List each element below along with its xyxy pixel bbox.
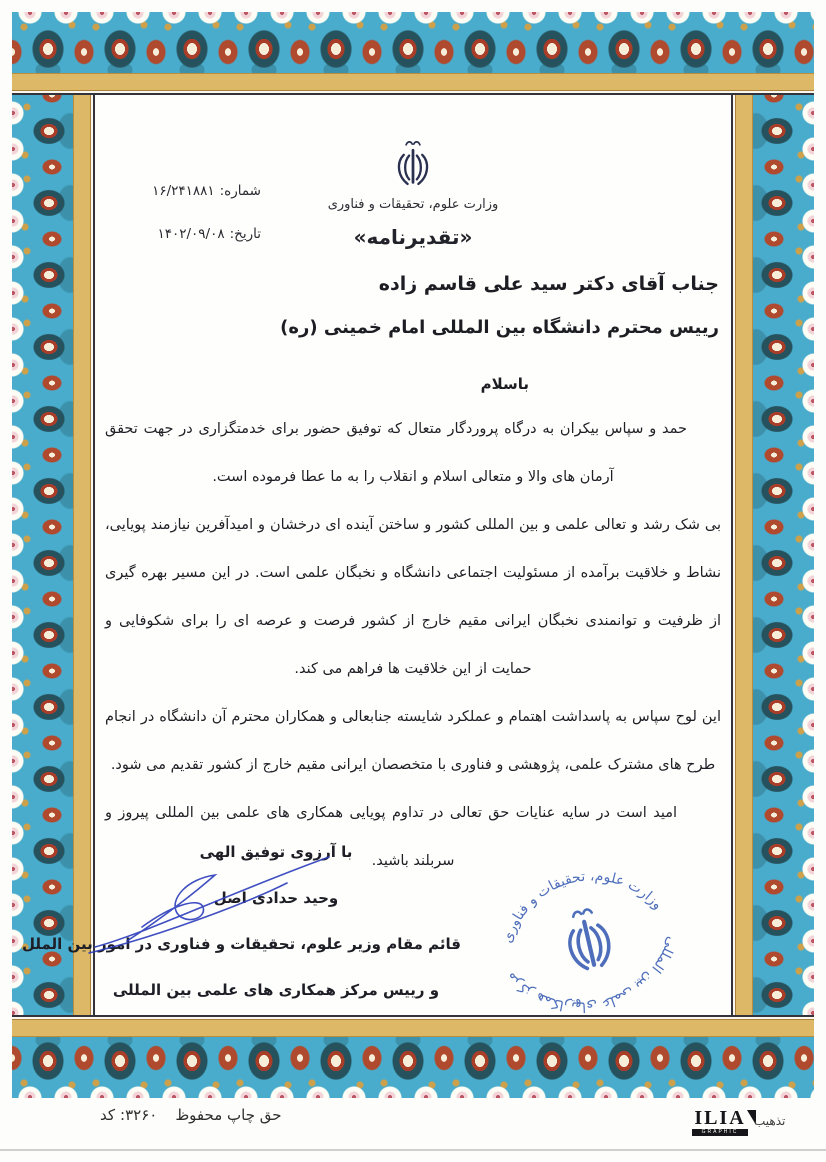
recipient-title: رییس محترم دانشگاه بین المللی امام خمینی (ره) — [280, 317, 719, 338]
date-value: ۱۴۰۲/۰۹/۰۸ — [157, 226, 225, 242]
date-label: تاریخ: — [229, 226, 261, 242]
floral-band — [12, 1037, 814, 1098]
number-label: شماره: — [219, 183, 261, 199]
letter-number-row — [111, 183, 261, 199]
stamp-bottom-text: مرکز همکاریهای علمی بین المللی — [502, 934, 680, 1015]
document-title: «تقدیرنامه» — [353, 225, 473, 249]
gold-band — [731, 95, 753, 1015]
frame-border-left — [12, 95, 95, 1015]
salutation: باسلام — [480, 375, 529, 393]
code-colon: : — [120, 1106, 126, 1124]
code-value: ۳۲۶۰ — [125, 1106, 158, 1124]
paragraph-4: امید است در سایه عنایات حق تعالی در تداوم پویایی همکاری های علمی بین المللی پیروز و سربلند باشید. — [105, 805, 677, 869]
paragraph-3: این لوح سپاس به پاسداشت اهتمام و عملکرد شایسته جنابعالی و همکاران محترم آن دانشگاه در انجام طرح های مشترک علمی، پژوهشی و فناوری با متخصصان ایرانی مقیم خارج از کشور تقدیم می شود. — [105, 709, 721, 773]
gold-band — [12, 73, 814, 95]
iran-emblem-icon — [390, 139, 436, 189]
tazhib-label: تذهیب — [754, 1114, 786, 1128]
svg-text:مرکز همکاریهای علمی بین المللی — [501, 931, 692, 1032]
signatory-name: وحید حدادی اصل — [213, 889, 339, 907]
floral-band — [12, 95, 73, 1015]
frame-border-top — [12, 12, 814, 95]
letter-paragraphs — [105, 405, 721, 885]
print-code — [100, 1106, 282, 1124]
signatory-title-2: و رییس مرکز همکاری های علمی بین المللی — [112, 981, 440, 999]
ilia-logo-subtext: GRAPHIC — [692, 1129, 748, 1136]
signature-closing: با آرزوی توفیق الهی — [199, 843, 353, 861]
frame-border-bottom — [12, 1015, 814, 1098]
recipient-name: جناب آقای دکتر سید علی قاسم زاده — [378, 273, 719, 295]
printer-logo — [692, 1108, 748, 1136]
stamp-emblem-icon — [563, 906, 613, 971]
paragraph-1: حمد و سپاس بیکران به درگاه پروردگار متعال که توفیق حضور برای خدمتگزاری در جهت تحقق آرمان های والا و متعالی اسلام و انقلاب را به ما عطا فرموده است. — [105, 421, 687, 485]
code-label: کد — [100, 1106, 116, 1124]
copyright-notice: حق چاپ محفوظ — [175, 1106, 282, 1124]
gold-band — [12, 1015, 814, 1037]
ministry-name: وزارت علوم، تحقیقات و فناوری — [327, 197, 499, 212]
stamp-top-text: وزارت علوم، تحقیقات و فناوری — [499, 868, 666, 945]
letter-date-row — [111, 226, 261, 242]
recipient-block — [107, 273, 719, 338]
floral-band — [753, 95, 814, 1015]
scan-edge-line — [0, 1149, 826, 1151]
letter-body — [21, 97, 729, 1015]
handwritten-signature — [87, 845, 337, 959]
ilia-logo-text: ILIA — [692, 1108, 748, 1128]
paragraph-2: بی شک رشد و تعالی علمی و بین المللی کشور و ساختن آینده ای درخشان و امیدآفرین نیازمند پویایی، نشاط و خلاقیت برآمده از مسئولیت اجتماعی دانشگاه و نخبگان علمی است. در این مسیر بهره گیری از ظرفیت و توانمندی نخبگان ایرانی مقیم خارج از کشور فرصت و عرصه ای را برای شکوفایی و حمایت از این خلاقیت ها فراهم می کند. — [105, 517, 721, 677]
frame-border-right — [731, 95, 814, 1015]
signatory-title-1: قائم مقام وزیر علوم، تحقیقات و فناوری در امور بین الملل — [21, 935, 461, 953]
letter-meta — [111, 183, 261, 269]
signature-icon — [87, 845, 337, 955]
floral-band — [12, 12, 814, 73]
number-value: ۱۶/۲۴۱۸۸۱ — [152, 183, 215, 199]
